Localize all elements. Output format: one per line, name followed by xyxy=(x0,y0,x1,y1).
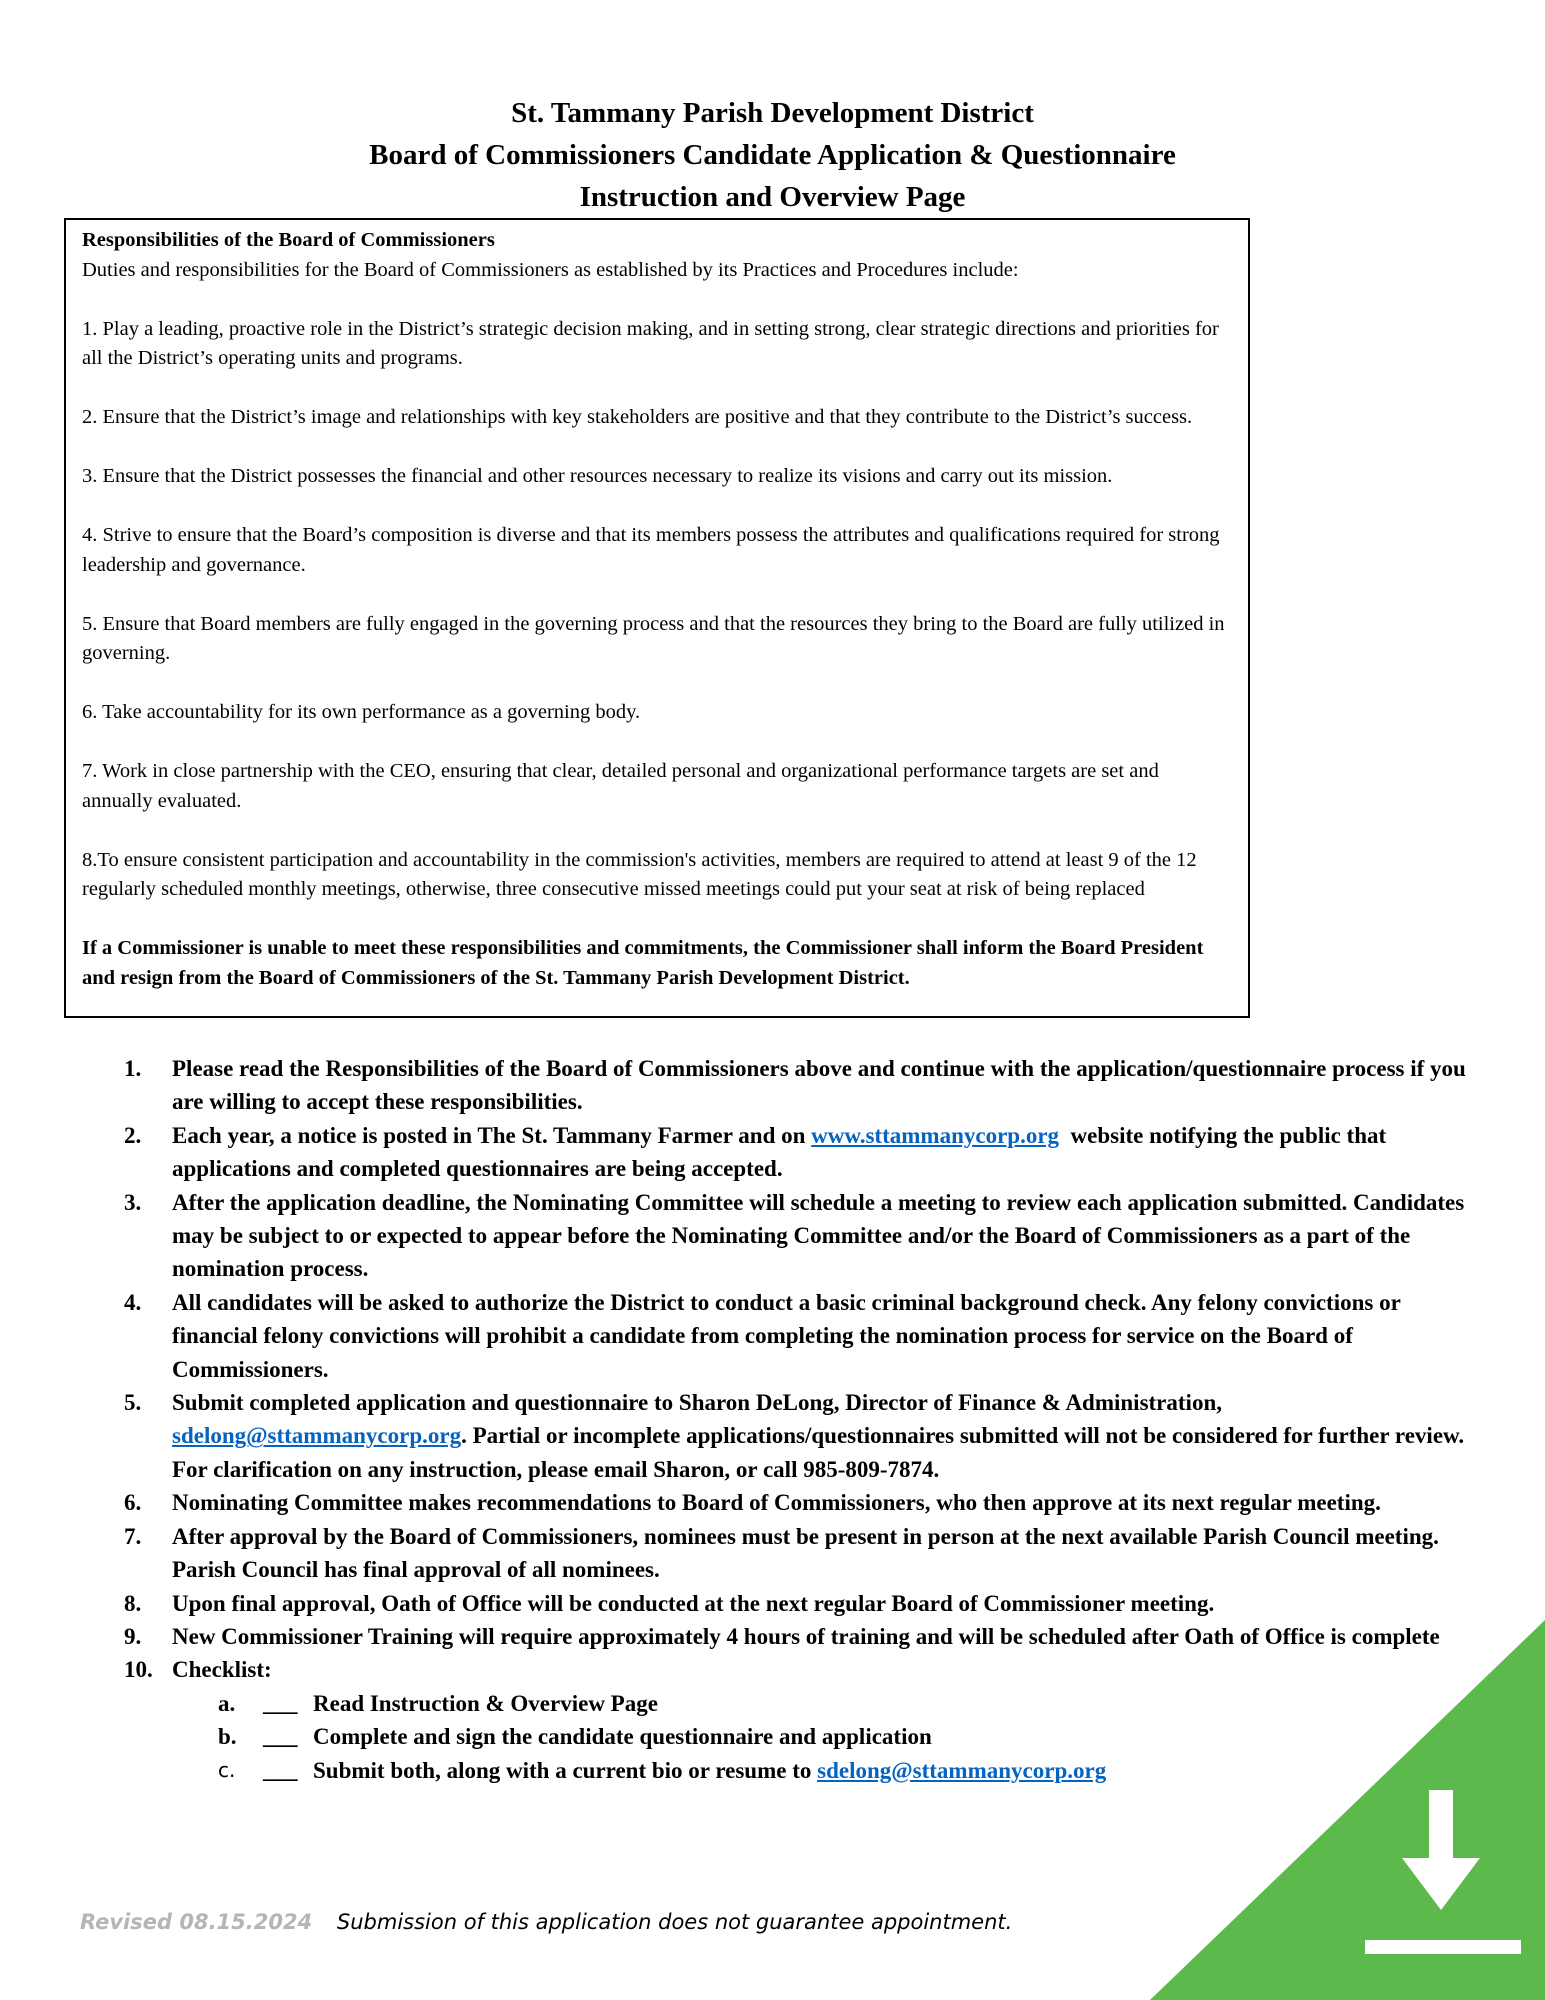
responsibilities-box xyxy=(64,218,1250,1018)
step-text: After the application deadline, the Nominating Committee will schedule a meeting to review each application submitted. Candidates may be subject to or expected to appear before the Nominating Committee and/or the Board of Commissioners as a part of the nomination process. xyxy=(172,1189,1465,1282)
step-text xyxy=(172,1386,1474,1486)
step-text-part: . Partial or incomplete applications/questionnaires submitted will not be considered for further review. For clarification on any instruction, please email Sharon, or call 985-809-7874. xyxy=(172,1423,1465,1482)
step-text-part: Each year, a notice is posted in The St. Tammany Farmer and on xyxy=(172,1122,812,1148)
duty-item: 7. Work in close partnership with the CEO, ensuring that clear, detailed personal and organizational performance targets are set and annually evaluated. xyxy=(82,760,1159,812)
duty-item: 2. Ensure that the District’s image and relationships with key stakeholders are positive and that they contribute to the District’s success. xyxy=(82,406,1193,428)
document-title xyxy=(0,92,1545,218)
step-number: 6. xyxy=(124,1490,142,1516)
responsibilities-heading: Responsibilities of the Board of Commissioners xyxy=(82,229,495,251)
step-number: 4. xyxy=(124,1289,142,1315)
responsibilities-intro: Duties and responsibilities for the Board of Commissioners as established by its Practices and Procedures include: xyxy=(82,258,1019,281)
instruction-step xyxy=(124,1620,1474,1653)
step-number: 2. xyxy=(124,1122,142,1148)
checklist-item xyxy=(218,1754,1474,1787)
step-text-part: website notifying the public that applications and completed questionnaires are being accepted. xyxy=(172,1122,1392,1182)
checklist-item xyxy=(218,1687,1474,1720)
step-text: Please read the Responsibilities of the Board of Commissioners above and continue with the application/questionnaire process if you are willing to accept these responsibilities. xyxy=(172,1056,1466,1115)
step-number: 5. xyxy=(124,1390,142,1416)
title-application: Board of Commissioners Candidate Application & Questionnaire xyxy=(369,139,1176,171)
instruction-step xyxy=(124,1052,1474,1119)
email-link[interactable]: sdelong@sttammanycorp.org xyxy=(172,1423,462,1449)
footer xyxy=(80,1910,1012,1934)
checklist-text: Read Instruction & Overview Page xyxy=(313,1690,658,1716)
title-organization: St. Tammany Parish Development District xyxy=(511,97,1034,129)
checklist-blank: ___ xyxy=(263,1690,298,1716)
responsibilities-warning: If a Commissioner is unable to meet these responsibilities and commitments, the Commissioner shall inform the Board President and resign from the Board of Commissioners of the St. Tammany Parish Development District. xyxy=(82,937,1204,989)
checklist-letter: b. xyxy=(218,1724,237,1750)
footer-note: Submission of this application does not guarantee appointment. xyxy=(336,1910,1013,1934)
instruction-step xyxy=(124,1653,1474,1686)
website-link[interactable]: www.sttammanycorp.org xyxy=(811,1122,1060,1148)
step-number: 9. xyxy=(124,1623,142,1649)
checklist-blank: ___ xyxy=(263,1757,298,1783)
duty-item: 5. Ensure that Board members are fully engaged in the governing process and that the resources they bring to the Board are fully utilized in governing. xyxy=(82,612,1225,664)
step-text: All candidates will be asked to authorize the District to conduct a basic criminal background check. Any felony convictions or financial felony convictions will prohibit a candidate from completing the nomination process for service on the Board of Commissioners. xyxy=(172,1289,1401,1382)
duty-item: 8.To ensure consistent participation and accountability in the commission's activities, members are required to attend at least 9 of the 12 regularly scheduled monthly meetings, otherwise, three consecutive missed meetings could put your seat at risk of being replaced xyxy=(82,848,1197,900)
instruction-step xyxy=(124,1286,1474,1386)
duty-item: 1. Play a leading, proactive role in the District’s strategic decision making, and in setting strong, clear strategic directions and priorities for all the District’s operating units and programs. xyxy=(82,317,1219,369)
instruction-step xyxy=(124,1386,1474,1486)
instruction-step xyxy=(124,1520,1474,1587)
checklist-text: Complete and sign the candidate questionnaire and application xyxy=(313,1724,932,1750)
checklist-item xyxy=(218,1720,1474,1753)
step-number: 1. xyxy=(124,1056,142,1081)
duty-item: 3. Ensure that the District possesses the financial and other resources necessary to realize its visions and carry out its mission. xyxy=(82,465,1113,487)
instructions-list xyxy=(124,1052,1474,1787)
revision-date: Revised 08.15.2024 xyxy=(80,1910,313,1934)
checklist-letter: a. xyxy=(218,1690,236,1716)
duty-item: 6. Take accountability for its own performance as a governing body. xyxy=(82,701,641,723)
step-number: 10. xyxy=(124,1657,153,1683)
checklist-text xyxy=(313,1754,1106,1787)
email-link[interactable]: sdelong@sttammanycorp.org xyxy=(817,1757,1107,1783)
step-text-part: Submit completed application and questionnaire to Sharon DeLong, Director of Finance & Administration, xyxy=(172,1390,1222,1416)
step-number: 8. xyxy=(124,1590,142,1616)
title-page: Instruction and Overview Page xyxy=(579,181,966,213)
step-text xyxy=(172,1119,1474,1186)
step-text: Upon final approval, Oath of Office will be conducted at the next regular Board of Commissioner meeting. xyxy=(172,1590,1215,1616)
instruction-step xyxy=(124,1486,1474,1519)
step-text: Checklist: xyxy=(172,1657,272,1683)
duty-item: 4. Strive to ensure that the Board’s composition is diverse and that its members possess the attributes and qualifications required for strong leadership and governance. xyxy=(82,524,1220,576)
instruction-step xyxy=(124,1587,1474,1620)
step-text: New Commissioner Training will require approximately 4 hours of training and will be scheduled after Oath of Office is complete xyxy=(172,1623,1440,1649)
step-text: Nominating Committee makes recommendations to Board of Commissioners, who then approve at its next regular meeting. xyxy=(172,1490,1381,1516)
instruction-step xyxy=(124,1186,1474,1286)
checklist-blank: ___ xyxy=(263,1724,298,1750)
checklist-text-part: Submit both, along with a current bio or resume to xyxy=(313,1757,818,1783)
step-number: 3. xyxy=(124,1189,142,1215)
checklist-letter: c. xyxy=(218,1757,236,1782)
step-text: After approval by the Board of Commissioners, nominees must be present in person at the next available Parish Council meeting. Parish Council has final approval of all nominees. xyxy=(172,1523,1439,1583)
step-number: 7. xyxy=(124,1523,142,1549)
instruction-step xyxy=(124,1119,1474,1186)
